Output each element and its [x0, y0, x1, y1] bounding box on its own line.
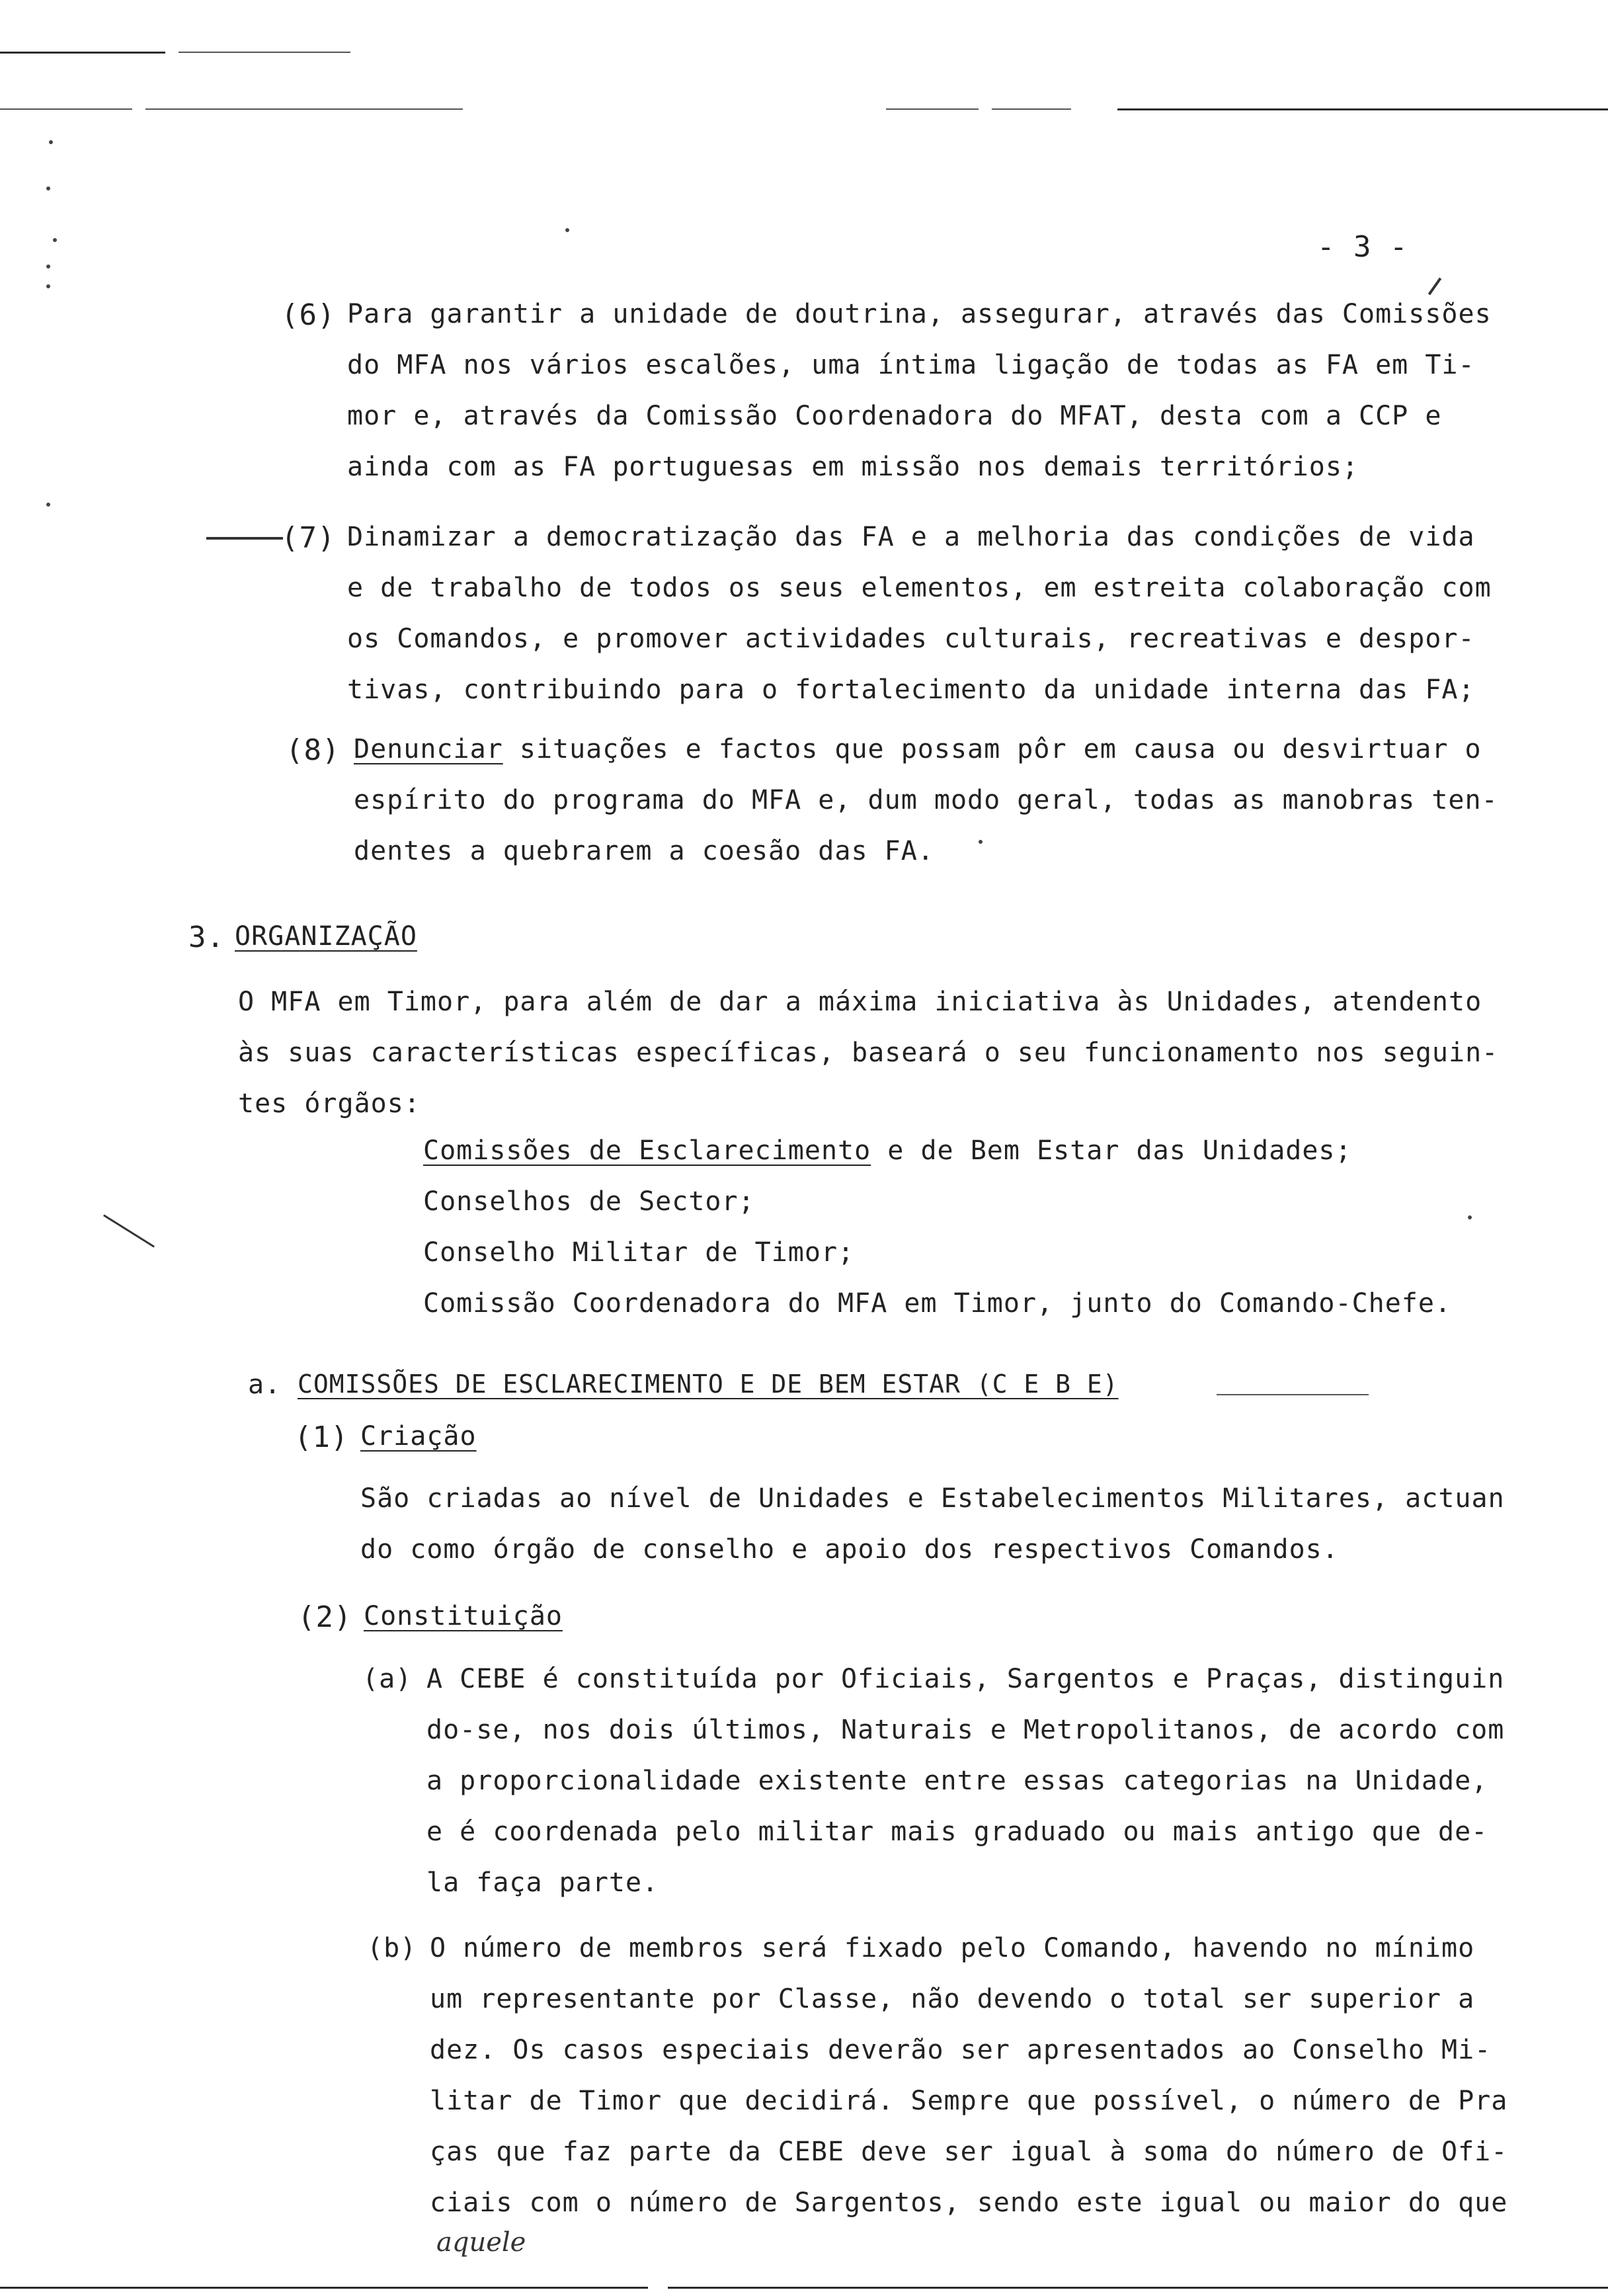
creation-number: (1): [294, 1420, 349, 1454]
item-6-line: mor e, através da Comissão Coordenadora do MFAT, desta com a CCP e: [347, 401, 1442, 431]
bottom-rule-1: [0, 2287, 648, 2289]
margin-speck: [565, 228, 569, 232]
margin-speck: [46, 503, 50, 507]
creation-line: do como órgão de conselho e apoio dos respectivos Comandos.: [360, 1534, 1339, 1565]
organ-list-item: Conselhos de Sector;: [423, 1186, 755, 1217]
item-7-line: e de trabalho de todos os seus elementos, em estreita colaboração com: [347, 573, 1492, 603]
paragraph-a-line: la faça parte.: [426, 1867, 659, 1898]
creation-line: São criadas ao nível de Unidades e Estabelecimentos Militares, actuan: [360, 1483, 1505, 1514]
item-7-line: Dinamizar a democratização das FA e a melhoria das condições de vida: [347, 522, 1475, 552]
paragraph-b-line: um representante por Classe, não devendo o total ser superior a: [430, 1984, 1475, 2014]
item-7-number: (7): [281, 521, 336, 555]
section-3-intro-line: tes órgãos:: [238, 1088, 421, 1119]
top-rule-7: [1117, 108, 1608, 110]
paragraph-b-line: ciais com o número de Sargentos, sendo este igual ou maior do que: [430, 2188, 1508, 2218]
creation-title: Criação: [360, 1421, 477, 1452]
margin-slash-mark: [103, 1214, 155, 1247]
paragraph-b-line: O número de membros será fixado pelo Comando, havendo no mínimo: [430, 1933, 1475, 1963]
item-8-first-line-rest: situações e factos que possam pôr em causa ou desvirtuar o: [502, 734, 1482, 764]
handwritten-catchword: aquele: [436, 2227, 526, 2258]
item-7-line: tivas, contribuindo para o fortalecimento da unidade interna das FA;: [347, 675, 1475, 705]
organ-list-item-rest: e de Bem Estar das Unidades;: [871, 1135, 1352, 1166]
margin-speck: [979, 840, 983, 844]
margin-speck: [46, 186, 50, 190]
top-rule-5: [886, 108, 979, 110]
item-8-first-line: [354, 736, 1482, 762]
item-6-line: do MFA nos vários escalões, uma íntima ligação de todas as FA em Ti-: [347, 350, 1475, 380]
item-6-line: Para garantir a unidade de doutrina, assegurar, através das Comissões: [347, 299, 1492, 329]
bottom-rule-2: [668, 2287, 1608, 2289]
section-3-intro-line: às suas características específicas, baseará o seu funcionamento nos seguin-: [238, 1038, 1499, 1068]
page-corner-stroke: [1428, 278, 1441, 296]
organ-list-item: [423, 1137, 1352, 1164]
organ-list-item: Conselho Militar de Timor;: [423, 1237, 855, 1268]
item-8-line: espírito do programa do MFA e, dum modo geral, todas as manobras ten-: [354, 785, 1498, 815]
subsection-a-letter: a.: [248, 1370, 282, 1400]
paragraph-b-line: dez. Os casos especiais deverão ser apresentados ao Conselho Mi-: [430, 2035, 1492, 2065]
margin-speck: [46, 265, 50, 268]
organ-underlined-name: Comissões de Esclarecimento: [423, 1135, 871, 1166]
paragraph-b-label: (b): [367, 1933, 417, 1963]
section-3-heading: ORGANIZAÇÃO: [235, 921, 417, 952]
item-8-line: dentes a quebrarem a coesão das FA.: [354, 836, 934, 866]
paragraph-a-line: a proporcionalidade existente entre essas categorias na Unidade,: [426, 1766, 1488, 1796]
page-number: - 3 -: [1317, 230, 1408, 264]
paragraph-b-line: litar de Timor que decidirá. Sempre que possível, o número de Pra: [430, 2086, 1508, 2116]
paragraph-a-line: A CEBE é constituída por Oficiais, Sargentos e Praças, distinguin: [426, 1664, 1505, 1694]
section-3-intro-line: O MFA em Timor, para além de dar a máxima iniciativa às Unidades, atendento: [238, 987, 1482, 1017]
top-rule-2: [179, 52, 350, 53]
item-6-line: ainda com as FA portuguesas em missão nos demais territórios;: [347, 452, 1359, 482]
section-3-number: 3.: [188, 921, 225, 954]
constitution-title: Constituição: [364, 1601, 563, 1631]
constitution-number: (2): [298, 1600, 352, 1634]
margin-dash-mark: [206, 537, 283, 540]
paragraph-a-line: e é coordenada pelo militar mais graduado ou mais antigo que de-: [426, 1817, 1488, 1847]
margin-speck: [46, 284, 50, 288]
organ-list-item: Comissão Coordenadora do MFA em Timor, junto do Comando-Chefe.: [423, 1288, 1452, 1319]
item-7-line: os Comandos, e promover actividades culturais, recreativas e despor-: [347, 624, 1475, 654]
item-8-underlined-verb: Denunciar: [354, 734, 503, 764]
top-rule-1: [0, 52, 165, 54]
margin-speck: [53, 238, 57, 242]
subsection-a-heading: COMISSÕES DE ESCLARECIMENTO E DE BEM ESTAR (C E B E): [298, 1370, 1119, 1399]
top-rule-4: [145, 108, 463, 110]
heading-trailing-rule: [1217, 1394, 1369, 1395]
margin-speck: [49, 140, 53, 144]
top-rule-6: [992, 108, 1071, 110]
item-8-number: (8): [286, 733, 341, 767]
top-rule-3: [0, 108, 132, 110]
paragraph-a-label: (a): [362, 1664, 413, 1694]
paragraph-a-line: do-se, nos dois últimos, Naturais e Metropolitanos, de acordo com: [426, 1715, 1505, 1745]
paragraph-b-line: ças que faz parte da CEBE deve ser igual à soma do número de Ofi-: [430, 2137, 1508, 2167]
margin-speck: [1468, 1215, 1472, 1219]
item-6-number: (6): [281, 298, 336, 332]
